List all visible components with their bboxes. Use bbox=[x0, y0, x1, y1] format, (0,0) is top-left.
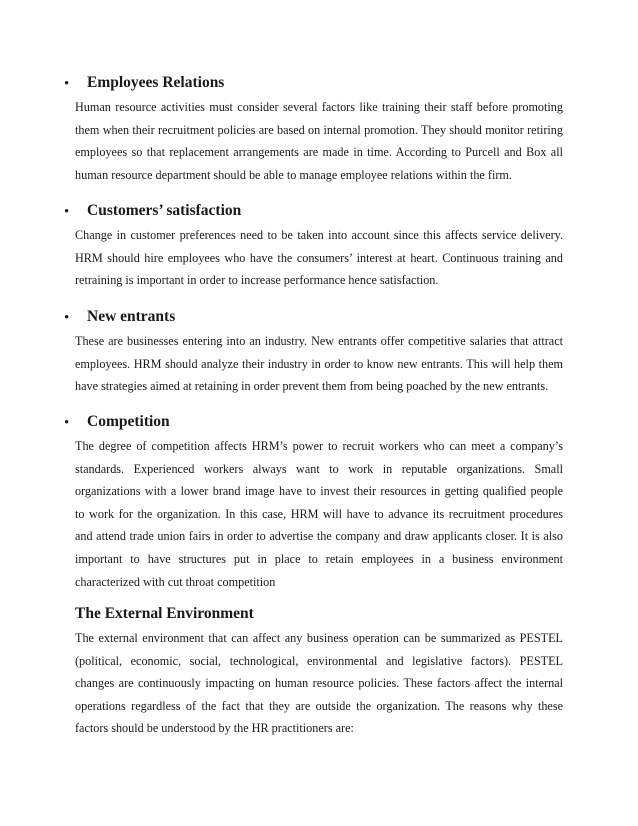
section-heading-row bbox=[0, 603, 638, 627]
paragraph-line: standards. Experienced workers always want to work in reputable organizations. Small bbox=[75, 461, 563, 476]
paragraph-line: human resource department should be able to manage employee relations within the firm. bbox=[75, 167, 512, 182]
section-new-entrants bbox=[0, 306, 638, 394]
paragraph-line: These are businesses entering into an industry. New entrants offer competitive salaries that attract bbox=[75, 334, 563, 348]
bullet-icon: • bbox=[64, 310, 70, 326]
paragraph-line: factors should be understood by the HR practitioners are: bbox=[75, 721, 354, 736]
paragraph-line: (political, economic, social, technological, environmental and legislative factors). PESTEL bbox=[75, 653, 563, 668]
paragraph-line: have strategies aimed at retaining in order prevent them from being poached by the new entrants. bbox=[75, 379, 549, 394]
bullet-icon: • bbox=[64, 76, 70, 92]
paragraph-line: changes are continuously impacting on human resource policies. These factors affect the internal bbox=[75, 676, 563, 691]
paragraph-line: important to have structures put in place to retain employees in a business environment bbox=[75, 551, 563, 566]
section-heading-row bbox=[0, 411, 638, 435]
section-heading: Customers’ satisfaction bbox=[87, 202, 242, 219]
paragraph-line: employees so that replacement arrangements are made in time. According to Purcell and Box all bbox=[75, 145, 563, 160]
bullet-icon: • bbox=[64, 415, 70, 431]
section-paragraph bbox=[75, 435, 563, 593]
paragraph-line: organizations with a lower brand image have to invest their resources in getting qualified people bbox=[75, 484, 563, 499]
paragraph-line: operations regardless of the fact that they are outside the organization. The reasons why these bbox=[75, 698, 563, 713]
paragraph-line: The degree of competition affects HRM’s power to recruit workers who can meet a company’s bbox=[75, 439, 563, 453]
section-heading: New entrants bbox=[87, 308, 176, 325]
paragraph-line: characterized with cut throat competition bbox=[75, 574, 276, 589]
section-customers-satisfaction bbox=[0, 200, 638, 288]
section-heading-row bbox=[0, 200, 638, 224]
section-employees-relations bbox=[0, 72, 638, 182]
paragraph-line: and attend trade union fairs in order to advertise the company and draw applicants closer. It is also bbox=[75, 529, 563, 544]
paragraph-line: HRM should hire employees who have the consumers’ interest at heart. Continuous training and bbox=[75, 250, 563, 265]
section-heading-row bbox=[0, 306, 638, 330]
section-competition bbox=[0, 411, 638, 589]
bullet-icon: • bbox=[64, 204, 70, 220]
paragraph-line: retraining is important in order to increase performance hence satisfaction. bbox=[75, 273, 439, 288]
paragraph-line: employees. HRM should analyze their industry in order to know new entrants. This will help them bbox=[75, 356, 563, 371]
section-paragraph bbox=[75, 224, 563, 292]
section-heading-row bbox=[0, 72, 638, 96]
section-paragraph bbox=[75, 330, 563, 398]
paragraph-line: Human resource activities must consider several factors like training their staff before promoting bbox=[75, 100, 563, 114]
section-heading: Competition bbox=[87, 413, 170, 430]
paragraph-line: Change in customer preferences need to be taken into account since this affects service delivery. bbox=[75, 228, 563, 242]
paragraph-line: them when their recruitment policies are based on internal promotion. They should monitor retiring bbox=[75, 122, 563, 137]
section-heading: Employees Relations bbox=[87, 74, 225, 91]
paragraph-line: to work for the organization. In this case, HRM will have to advance its recruitment procedures bbox=[75, 506, 563, 521]
section-heading: The External Environment bbox=[75, 605, 254, 622]
section-paragraph bbox=[75, 96, 563, 186]
section-external-environment bbox=[0, 603, 638, 736]
paragraph-line: The external environment that can affect any business operation can be summarized as PESTEL bbox=[75, 631, 563, 645]
section-paragraph bbox=[75, 627, 563, 740]
